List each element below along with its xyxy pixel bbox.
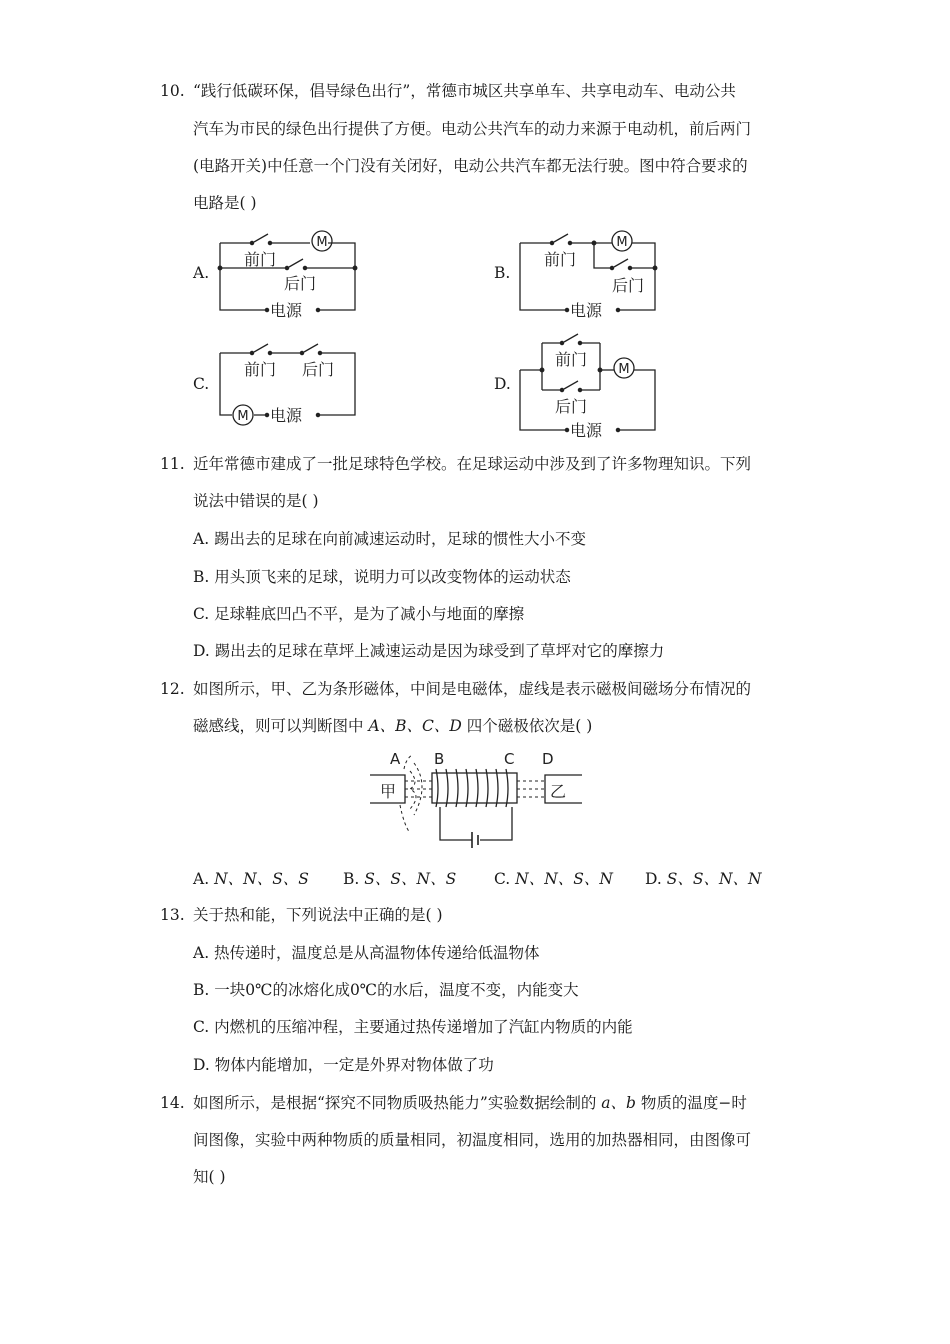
magnet-figure [360, 745, 600, 860]
motor-label: M [237, 409, 249, 424]
power-source-label: 电源 [570, 421, 603, 440]
power-source-label: 电源 [270, 406, 303, 425]
back-door-label: 后门 [284, 274, 317, 293]
front-door-label: 前门 [555, 350, 588, 369]
circuit-diagram-b [510, 225, 670, 325]
option-a[interactable]: A. 热传递时，温度总是从高温物体传递给低温物体 [193, 944, 540, 962]
option-b[interactable]: B. 用头顶飞来的足球，说明力可以改变物体的运动状态 [193, 568, 571, 586]
option-d-label: D. [645, 870, 662, 888]
option-c-value: N、N、S、N [515, 870, 613, 888]
question-10-text: 汽车为市民的绿色出行提供了方便。电动公共汽车的动力来源于电动机，前后两门 [193, 120, 752, 138]
option-b-label: B. [343, 870, 360, 888]
front-door-label: 前门 [244, 250, 277, 269]
option-a[interactable]: A. 踢出去的足球在向前减速运动时，足球的惯性大小不变 [193, 530, 587, 548]
circuit-diagram-d [510, 325, 670, 440]
pole-a-label: A [390, 750, 401, 768]
option-a[interactable] [193, 868, 309, 890]
question-12-text: 如图所示，甲、乙为条形磁体，中间是电磁体，虚线是表示磁极间磁场分布情况的 [193, 680, 752, 698]
option-a-value: N、N、S、S [214, 870, 309, 888]
motor-label: M [616, 235, 628, 250]
substance-variables: a、b [601, 1094, 636, 1112]
option-b[interactable]: B. 一块0℃的冰熔化成0℃的水后，温度不变，内能变大 [193, 981, 579, 999]
question-14-text-pre: 如图所示，是根据“探究不同物质吸热能力”实验数据绘制的 [193, 1094, 602, 1112]
question-12-text [193, 715, 592, 737]
question-14-text [193, 1092, 747, 1114]
question-13-text: 关于热和能，下列说法中正确的是( ) [193, 906, 443, 924]
question-10-number: 10. [160, 82, 185, 100]
motor-label: M [316, 235, 328, 250]
option-a-label: A. [193, 870, 210, 888]
power-source-label: 电源 [270, 301, 303, 320]
option-c-label[interactable]: C. [193, 375, 210, 393]
question-12-text-pre: 磁感线，则可以判断图中 [193, 717, 369, 735]
circuit-diagram-c [210, 335, 370, 435]
option-d[interactable]: D. 物体内能增加，一定是外界对物体做了功 [193, 1056, 494, 1074]
option-c[interactable]: C. 内燃机的压缩冲程，主要通过热传递增加了汽缸内物质的内能 [193, 1018, 633, 1036]
question-10-text: 电路是( ) [193, 194, 257, 212]
magnet-yi-label: 乙 [550, 782, 567, 801]
option-d-value: S、S、N、N [666, 870, 762, 888]
back-door-label: 后门 [302, 360, 335, 379]
question-12-number: 12. [160, 680, 185, 698]
option-a-label[interactable]: A. [193, 264, 210, 282]
circuit-diagram-a [210, 225, 370, 325]
magnet-jia-label: 甲 [380, 782, 397, 801]
question-10-text: “践行低碳环保，倡导绿色出行”，常德市城区共享单车、共享电动车、电动公共 [193, 82, 736, 100]
front-door-label: 前门 [544, 250, 577, 269]
front-door-label: 前门 [244, 360, 277, 379]
option-d-label[interactable]: D. [494, 375, 511, 393]
question-12-text-post: 四个磁极依次是( ) [461, 717, 593, 735]
option-c-label: C. [494, 870, 511, 888]
option-c[interactable]: C. 足球鞋底凹凸不平，是为了减小与地面的摩擦 [193, 605, 525, 623]
option-d[interactable]: D. 踢出去的足球在草坪上减速运动是因为球受到了草坪对它的摩擦力 [193, 642, 665, 660]
question-11-number: 11. [160, 455, 185, 473]
pole-variables: A、B、C、D [368, 717, 462, 735]
question-13-number: 13. [160, 906, 185, 924]
power-source-label: 电源 [570, 301, 603, 320]
question-11-text: 近年常德市建成了一批足球特色学校。在足球运动中涉及到了许多物理知识。下列 [193, 455, 752, 473]
option-d[interactable] [645, 868, 762, 890]
question-14-text-post: 物质的温度−时 [635, 1094, 747, 1112]
motor-label: M [618, 362, 630, 377]
question-14-number: 14. [160, 1094, 185, 1112]
option-b[interactable] [343, 868, 456, 890]
back-door-label: 后门 [555, 397, 588, 416]
pole-d-label: D [542, 750, 554, 768]
option-b-value: S、S、N、S [364, 870, 457, 888]
question-10-text: (电路开关)中任意一个门没有关闭好，电动公共汽车都无法行驶。图中符合要求的 [193, 157, 748, 175]
question-11-text: 说法中错误的是( ) [193, 492, 319, 510]
option-c[interactable] [494, 868, 613, 890]
back-door-label: 后门 [612, 276, 645, 295]
question-14-text: 知( ) [193, 1168, 226, 1186]
question-14-text: 间图像，实验中两种物质的质量相同，初温度相同，选用的加热器相同，由图像可 [193, 1131, 752, 1149]
pole-b-label: B [434, 750, 445, 768]
pole-c-label: C [504, 750, 515, 768]
option-b-label[interactable]: B. [494, 264, 511, 282]
